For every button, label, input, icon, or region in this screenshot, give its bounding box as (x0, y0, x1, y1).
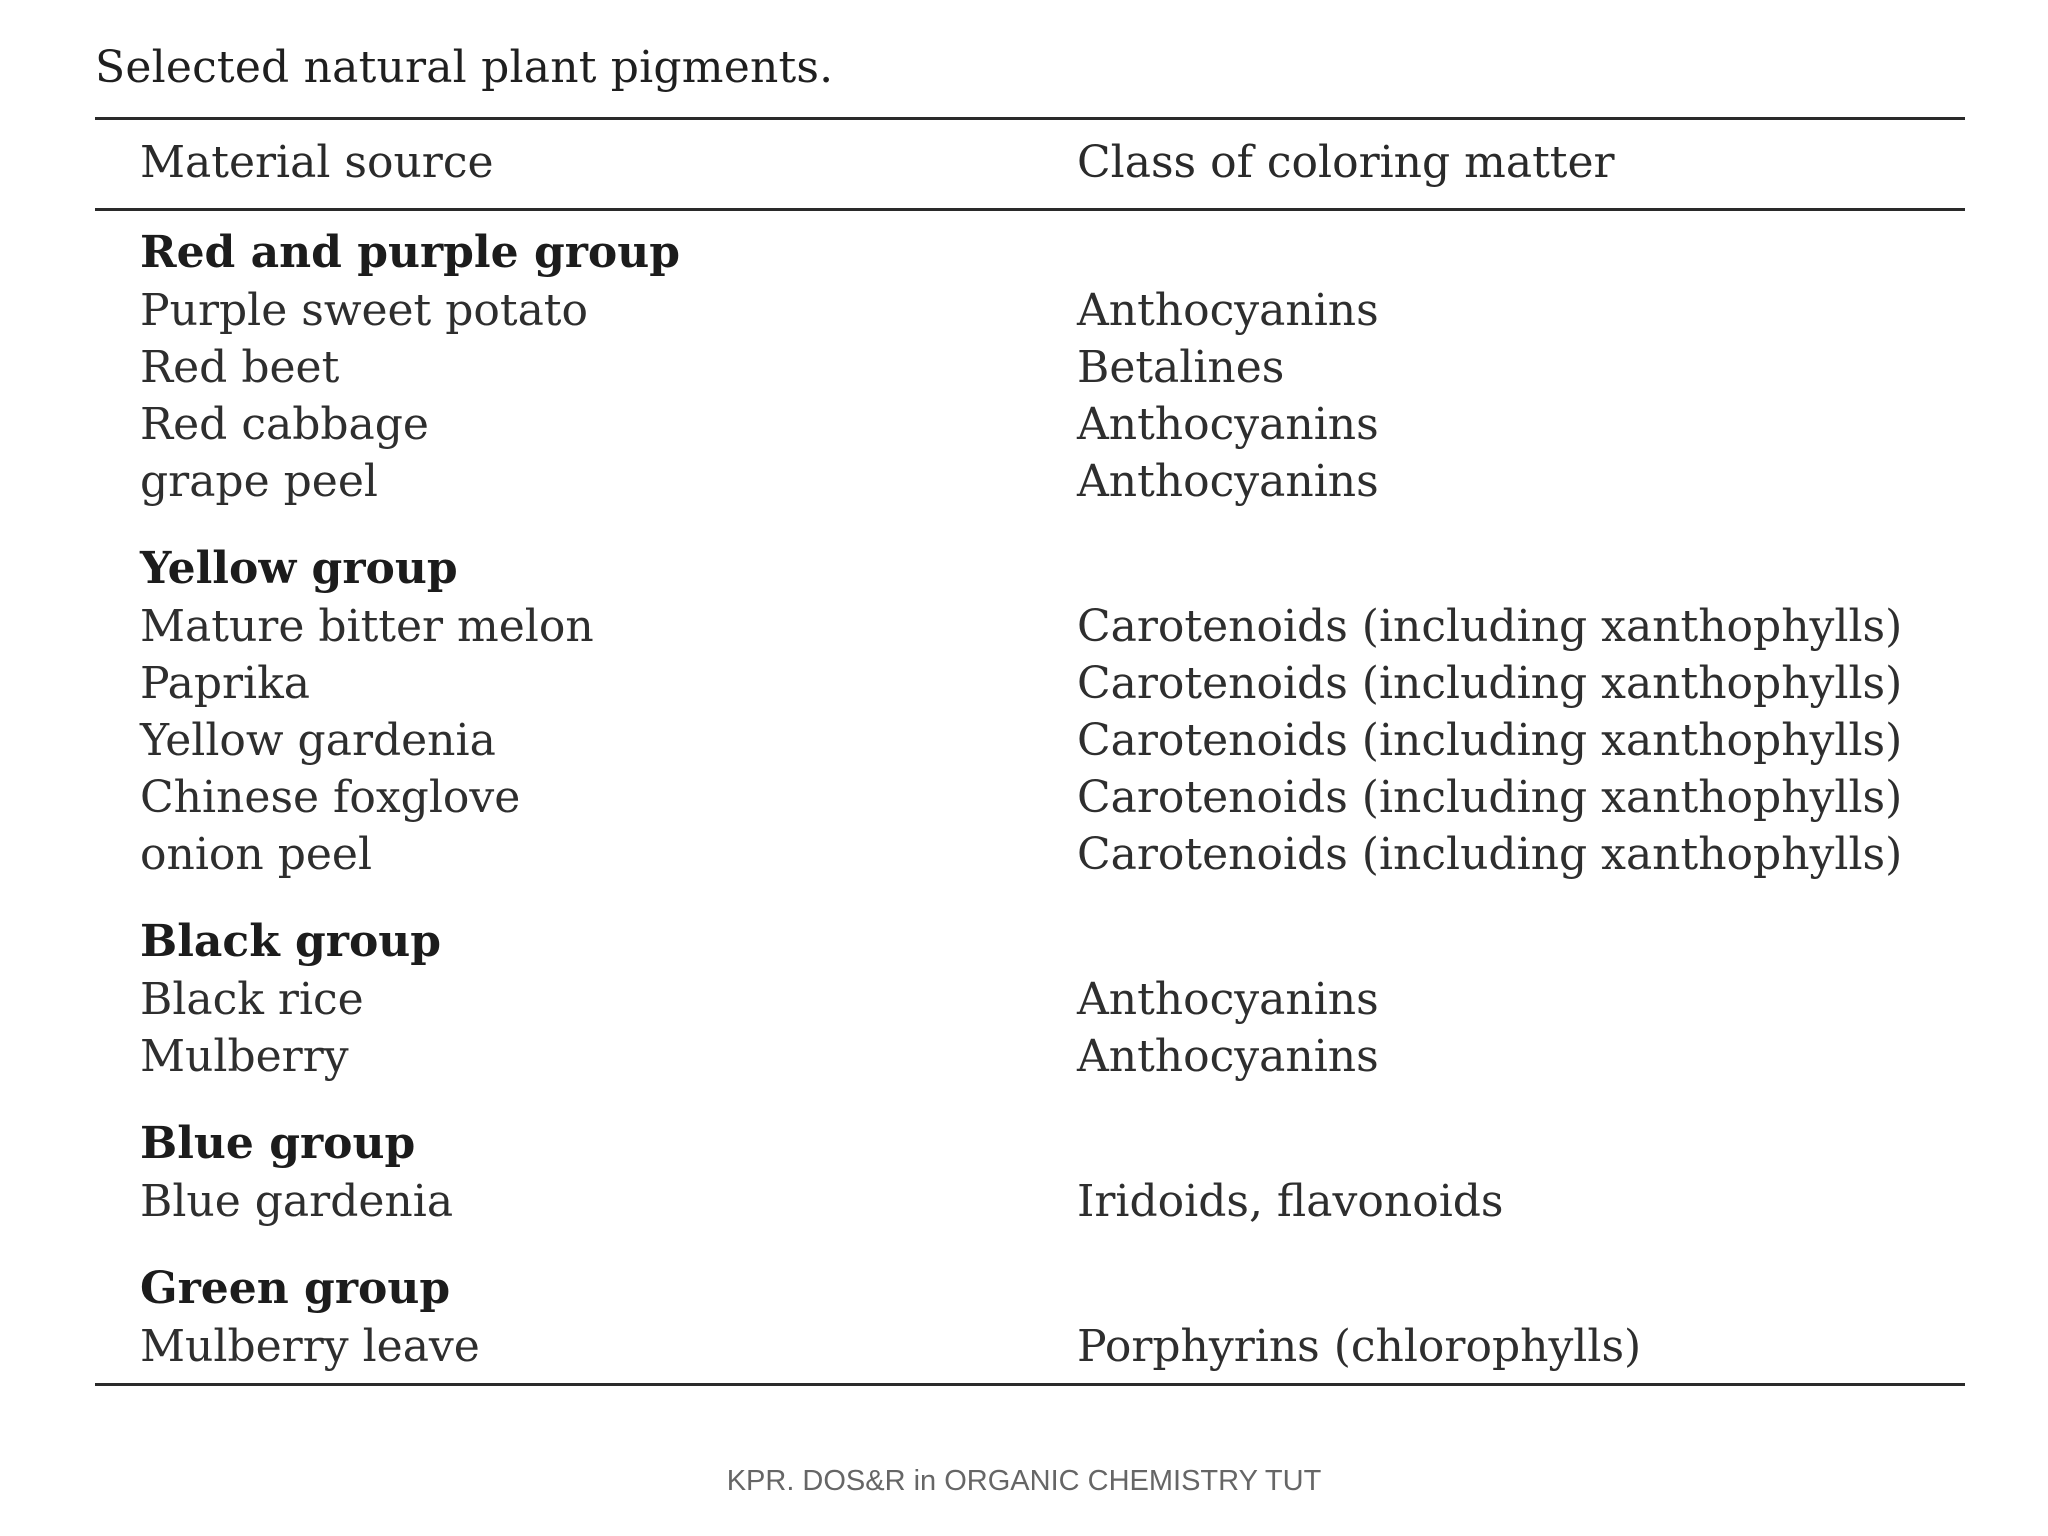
group-title: Blue group (140, 1118, 416, 1169)
slide-footer: KPR. DOS&R in ORGANIC CHEMISTRY TUT (726, 1465, 1322, 1497)
group-black (95, 913, 1965, 1085)
group-yellow (95, 540, 1965, 883)
coloring-class-cell: Anthocyanins (1077, 456, 1379, 507)
group-title: Red and purple group (140, 227, 681, 278)
material-source-cell: Black rice (140, 974, 364, 1025)
table-row (95, 1318, 1965, 1375)
material-source-cell: Mature bitter melon (140, 601, 594, 652)
header-class-of-coloring-matter: Class of coloring matter (1077, 137, 1615, 188)
material-source-cell: Mulberry leave (140, 1321, 480, 1372)
material-source-cell: onion peel (140, 829, 373, 880)
coloring-class-cell: Iridoids, flavonoids (1077, 1176, 1504, 1227)
coloring-class-cell: Carotenoids (including xanthophylls) (1077, 829, 1903, 880)
coloring-class-cell: Anthocyanins (1077, 974, 1379, 1025)
group-red-purple (95, 224, 1965, 510)
material-source-cell: Red cabbage (140, 399, 429, 450)
coloring-class-cell: Carotenoids (including xanthophylls) (1077, 715, 1903, 766)
material-source-cell: Yellow gardenia (140, 715, 496, 766)
bottom-rule (95, 1383, 1965, 1386)
table-row (95, 655, 1965, 712)
material-source-cell: Blue gardenia (140, 1176, 454, 1227)
coloring-class-cell: Betalines (1077, 342, 1285, 393)
table-row (95, 339, 1965, 396)
table-header-row (95, 120, 1965, 208)
table-row (95, 826, 1965, 883)
material-source-cell: Mulberry (140, 1031, 349, 1082)
material-source-cell: Purple sweet potato (140, 285, 588, 336)
table-row (95, 1028, 1965, 1085)
material-source-cell: grape peel (140, 456, 378, 507)
material-source-cell: Paprika (140, 658, 311, 709)
group-title: Black group (140, 916, 442, 967)
coloring-class-cell: Anthocyanins (1077, 1031, 1379, 1082)
group-title: Green group (140, 1263, 451, 1314)
table-row (95, 598, 1965, 655)
table-row (95, 453, 1965, 510)
table-body (95, 211, 1965, 1383)
coloring-class-cell: Carotenoids (including xanthophylls) (1077, 772, 1903, 823)
table-row (95, 971, 1965, 1028)
material-source-cell: Chinese foxglove (140, 772, 521, 823)
table-row (95, 396, 1965, 453)
coloring-class-cell: Carotenoids (including xanthophylls) (1077, 658, 1903, 709)
group-green (95, 1260, 1965, 1375)
table-row (95, 1173, 1965, 1230)
coloring-class-cell: Anthocyanins (1077, 399, 1379, 450)
group-title: Yellow group (140, 543, 458, 594)
table-row (95, 769, 1965, 826)
coloring-class-cell: Porphyrins (chlorophylls) (1077, 1321, 1642, 1372)
table-row (95, 282, 1965, 339)
table-row (95, 712, 1965, 769)
material-source-cell: Red beet (140, 342, 340, 393)
header-material-source: Material source (140, 137, 494, 188)
coloring-class-cell: Carotenoids (including xanthophylls) (1077, 601, 1903, 652)
pigments-table (95, 117, 1965, 1386)
table-caption: Selected natural plant pigments. (95, 42, 834, 93)
group-blue (95, 1115, 1965, 1230)
coloring-class-cell: Anthocyanins (1077, 285, 1379, 336)
